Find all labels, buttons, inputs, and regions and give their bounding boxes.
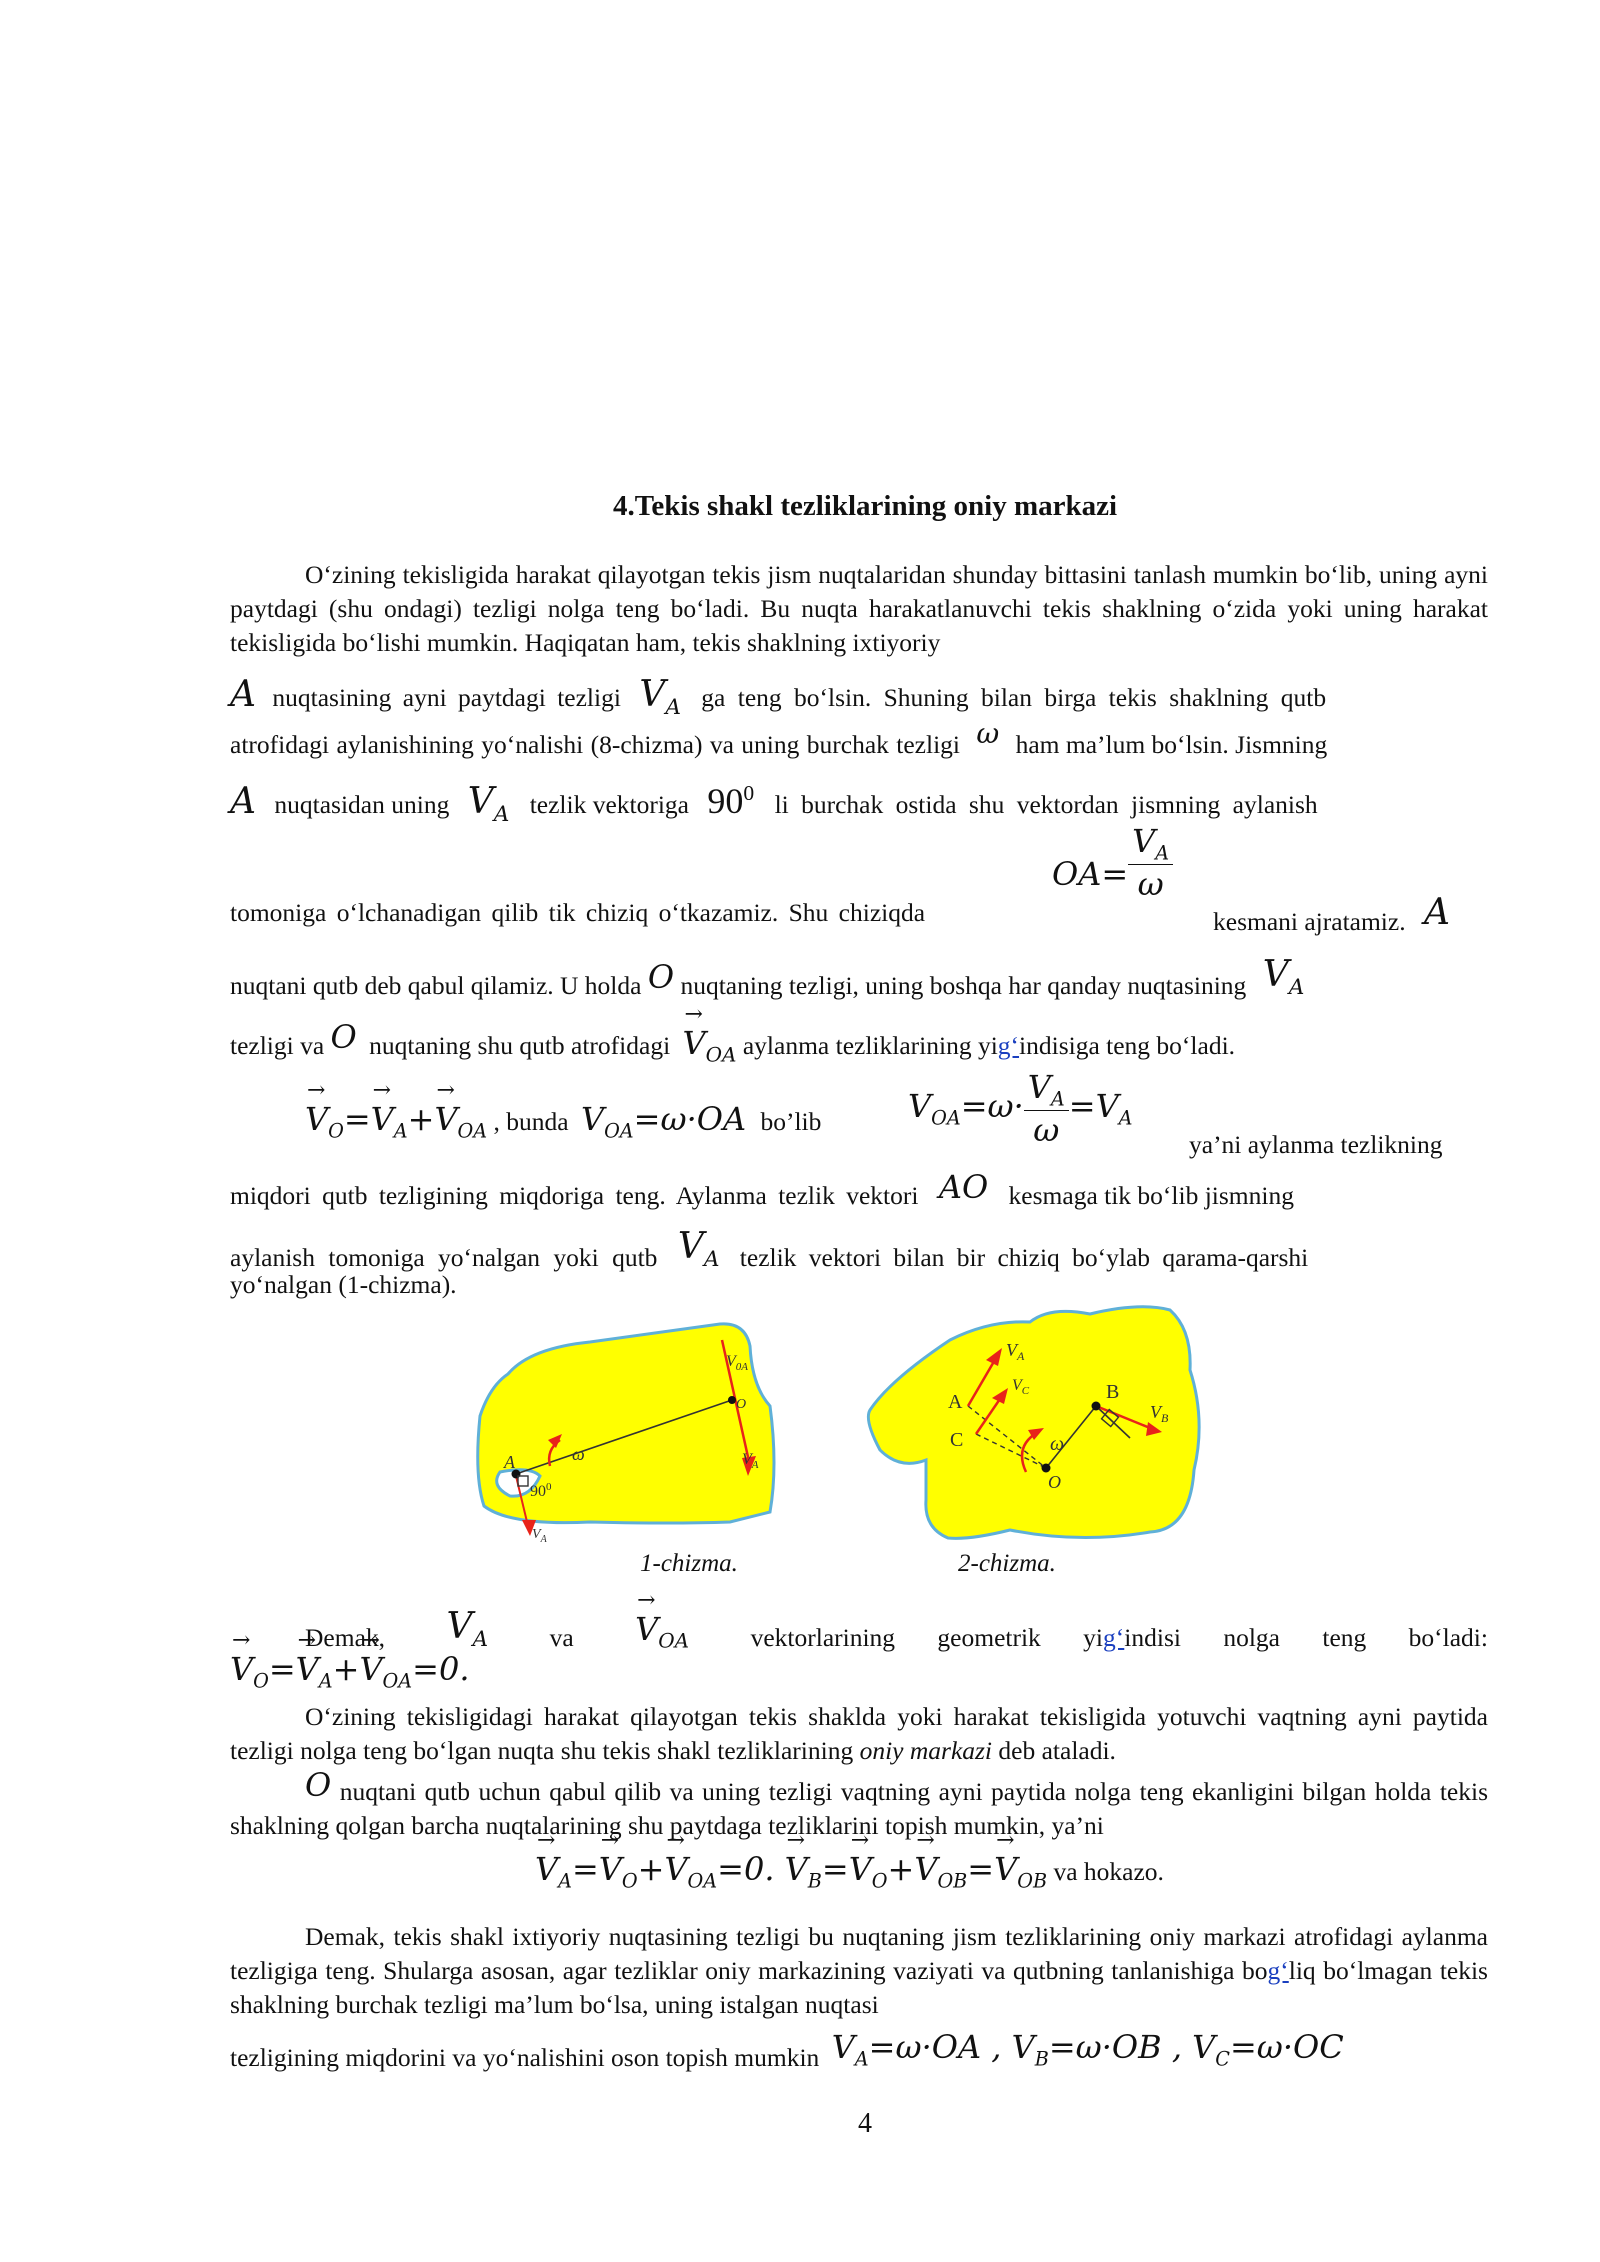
line-2: atrofidagi aylanishining yo‘nalishi (8-chizma) va uning burchak tezligi ω ham ma’lum bo‘lsin. Jismning	[230, 717, 1328, 759]
line-7c: ya’ni aylanma tezlikning	[1189, 1130, 1443, 1159]
formula-voa: $V_{OA}=\omega\cdot$ $\frac{V_A}{\omega}$ $=V_A$	[908, 1068, 1133, 1150]
figure-2-caption: 2-chizma.	[958, 1550, 1056, 1577]
fig2-label-o: O	[1048, 1472, 1061, 1492]
fig2-label-a: A	[948, 1391, 963, 1413]
fig1-label-90: $90^0$	[530, 1481, 552, 1500]
fig2-label-b: B	[1106, 1381, 1120, 1403]
fig1-label-a: A	[504, 1452, 515, 1472]
line-6: tezligi va O nuqtaning shu qutb atrofidagi → $V_{OA}$ aylanma tezliklarining yig‘indisiga teng bo‘ladi.	[230, 1024, 1488, 1066]
paragraph-3: O nuqtani qutb uchun qabul qilib va uning tezligi vaqtning ayni paytida nolga teng ekanligini bilgan holda tekis shaklning qolgan barcha nuqtalarining shu paytdaga tezliklarini topish mumkin, ya’ni	[230, 1766, 1488, 1840]
fig1-label-voa: $V_{0A}$	[726, 1353, 749, 1373]
paragraph-2: O‘zining tekisligidagi harakat qilayotgan tekis shaklda yoki harakat tekisligida yotuvchi vaqtning ayni paytida tezligi nolga teng bo‘lgan nuqta shu tekis shakl tezliklarining oniy markazi deb ataladi.	[230, 1702, 1488, 1765]
fig1-label-o: O	[736, 1397, 747, 1412]
paragraph-4: Demak, tekis shakl ixtiyoriy nuqtasining tezligi bu nuqtaning jism tezliklarining oniy markazi atrofidagi aylanma tezligiga teng. Shularga asosan, agar tezliklar oniy markazining vaziyati va qutbning tanlanishiga bog‘liq bo‘lmagan tekis shaklning burchak tezligi ma’lum bo‘lsa, uning istalgan nuqtasi	[230, 1922, 1488, 2019]
figure-1	[470, 1316, 790, 1556]
fig2-label-c: C	[950, 1429, 964, 1451]
fig1-label-omega: ω	[572, 1444, 585, 1464]
line-8: miqdori qutb tezligining miqdoriga teng. Aylanma tezlik vektori AO kesmaga tik bo‘lib jismning	[230, 1168, 1294, 1210]
fig2-label-vb: $V_B$	[1150, 1402, 1169, 1425]
fig1-label-va: $V_A$	[742, 1451, 759, 1471]
line-final: tezligining miqdorini va yo‘nalishini oson topish mumkin $V_A=\omega\cdot OA$ , $V_B=\omega\cdot OB$ , $V_C=\omega\cdot OC$	[230, 2028, 1344, 2072]
formula-line-vb: → $V_A=\to V_O+\to V_{OA}=0$. → $V_B=\to V_O+\to V_{OB}=\to V_{OB}$ va hokazo.	[535, 1850, 1164, 1892]
line-4b: kesmani ajratamiz. A	[1213, 892, 1450, 936]
line-9: aylanish tomoniga yo‘nalgan yoki qutb $V_A$ tezlik vektori bilan bir chiziq bo‘ylab qarama-qarshi	[230, 1226, 1309, 1273]
figure-2-body	[868, 1307, 1199, 1539]
fig1-label-va2: $V_A$	[532, 1527, 547, 1545]
formula-sum-zero: → $V_O=\to V_A+\to V_{OA}=0$.	[230, 1650, 469, 1692]
fig2-label-vc: $V_C$	[1012, 1377, 1030, 1397]
line-10: yo‘nalgan (1-chizma).	[230, 1270, 457, 1299]
oa-formula: OA= $\frac{V_A}{\omega}$	[1052, 836, 1173, 917]
line-1: A nuqtasining ayni paytdagi tezligi $V_A$ ga teng bo‘lsin. Shuning bilan birga tekis shaklning qutb	[230, 674, 1327, 721]
formula-line-7: → $V_O=\to V_A+\to V_{OA}$ , bunda $V_{OA}=\omega\cdot OA$ bo’lib	[305, 1100, 1563, 1142]
line-demak-1: Demak, $V_A$ va → $V_{OA}$ vektorlarining geometrik yig‘indisi nolga teng bo‘ladi:	[305, 1614, 1488, 1660]
paragraph-1: O‘zining tekisligida harakat qilayotgan tekis jism nuqtalaridan shunday bittasini tanlash mumkin bo‘lib, uning ayni paytdagi (shu ondagi) tezligi nolga teng bo‘ladi. Bu nuqta harakatlanuvchi tekis shaklning o‘zida yoki uning harakat tekisligida bo‘lishi mumkin. Haqiqatan ham, tekis shaklning ixtiyoriy	[230, 560, 1488, 657]
section-title: 4.Tekis shakl tezliklarining oniy markazi	[612, 490, 1118, 522]
line-3: A nuqtasidan uning $V_A$ tezlik vektoriga $90^0$ li burchak ostida shu vektordan jismning aylanish	[230, 781, 1318, 828]
fig2-label-omega: ω	[1050, 1433, 1065, 1455]
page-number: 4	[858, 2108, 872, 2139]
figure-2	[850, 1300, 1230, 1550]
figure-1-caption: 1-chizma.	[640, 1550, 738, 1577]
line-5: nuqtani qutb deb qabul qilamiz. U holda O nuqtaning tezligi, uning boshqa har qanday nuqtasining $V_A$	[230, 954, 1305, 1001]
line-4: tomoniga o‘lchanadigan qilib tik chiziq o‘tkazamiz. Shu chiziqda	[230, 898, 926, 927]
fig2-label-va: $V_A$	[1006, 1340, 1025, 1363]
